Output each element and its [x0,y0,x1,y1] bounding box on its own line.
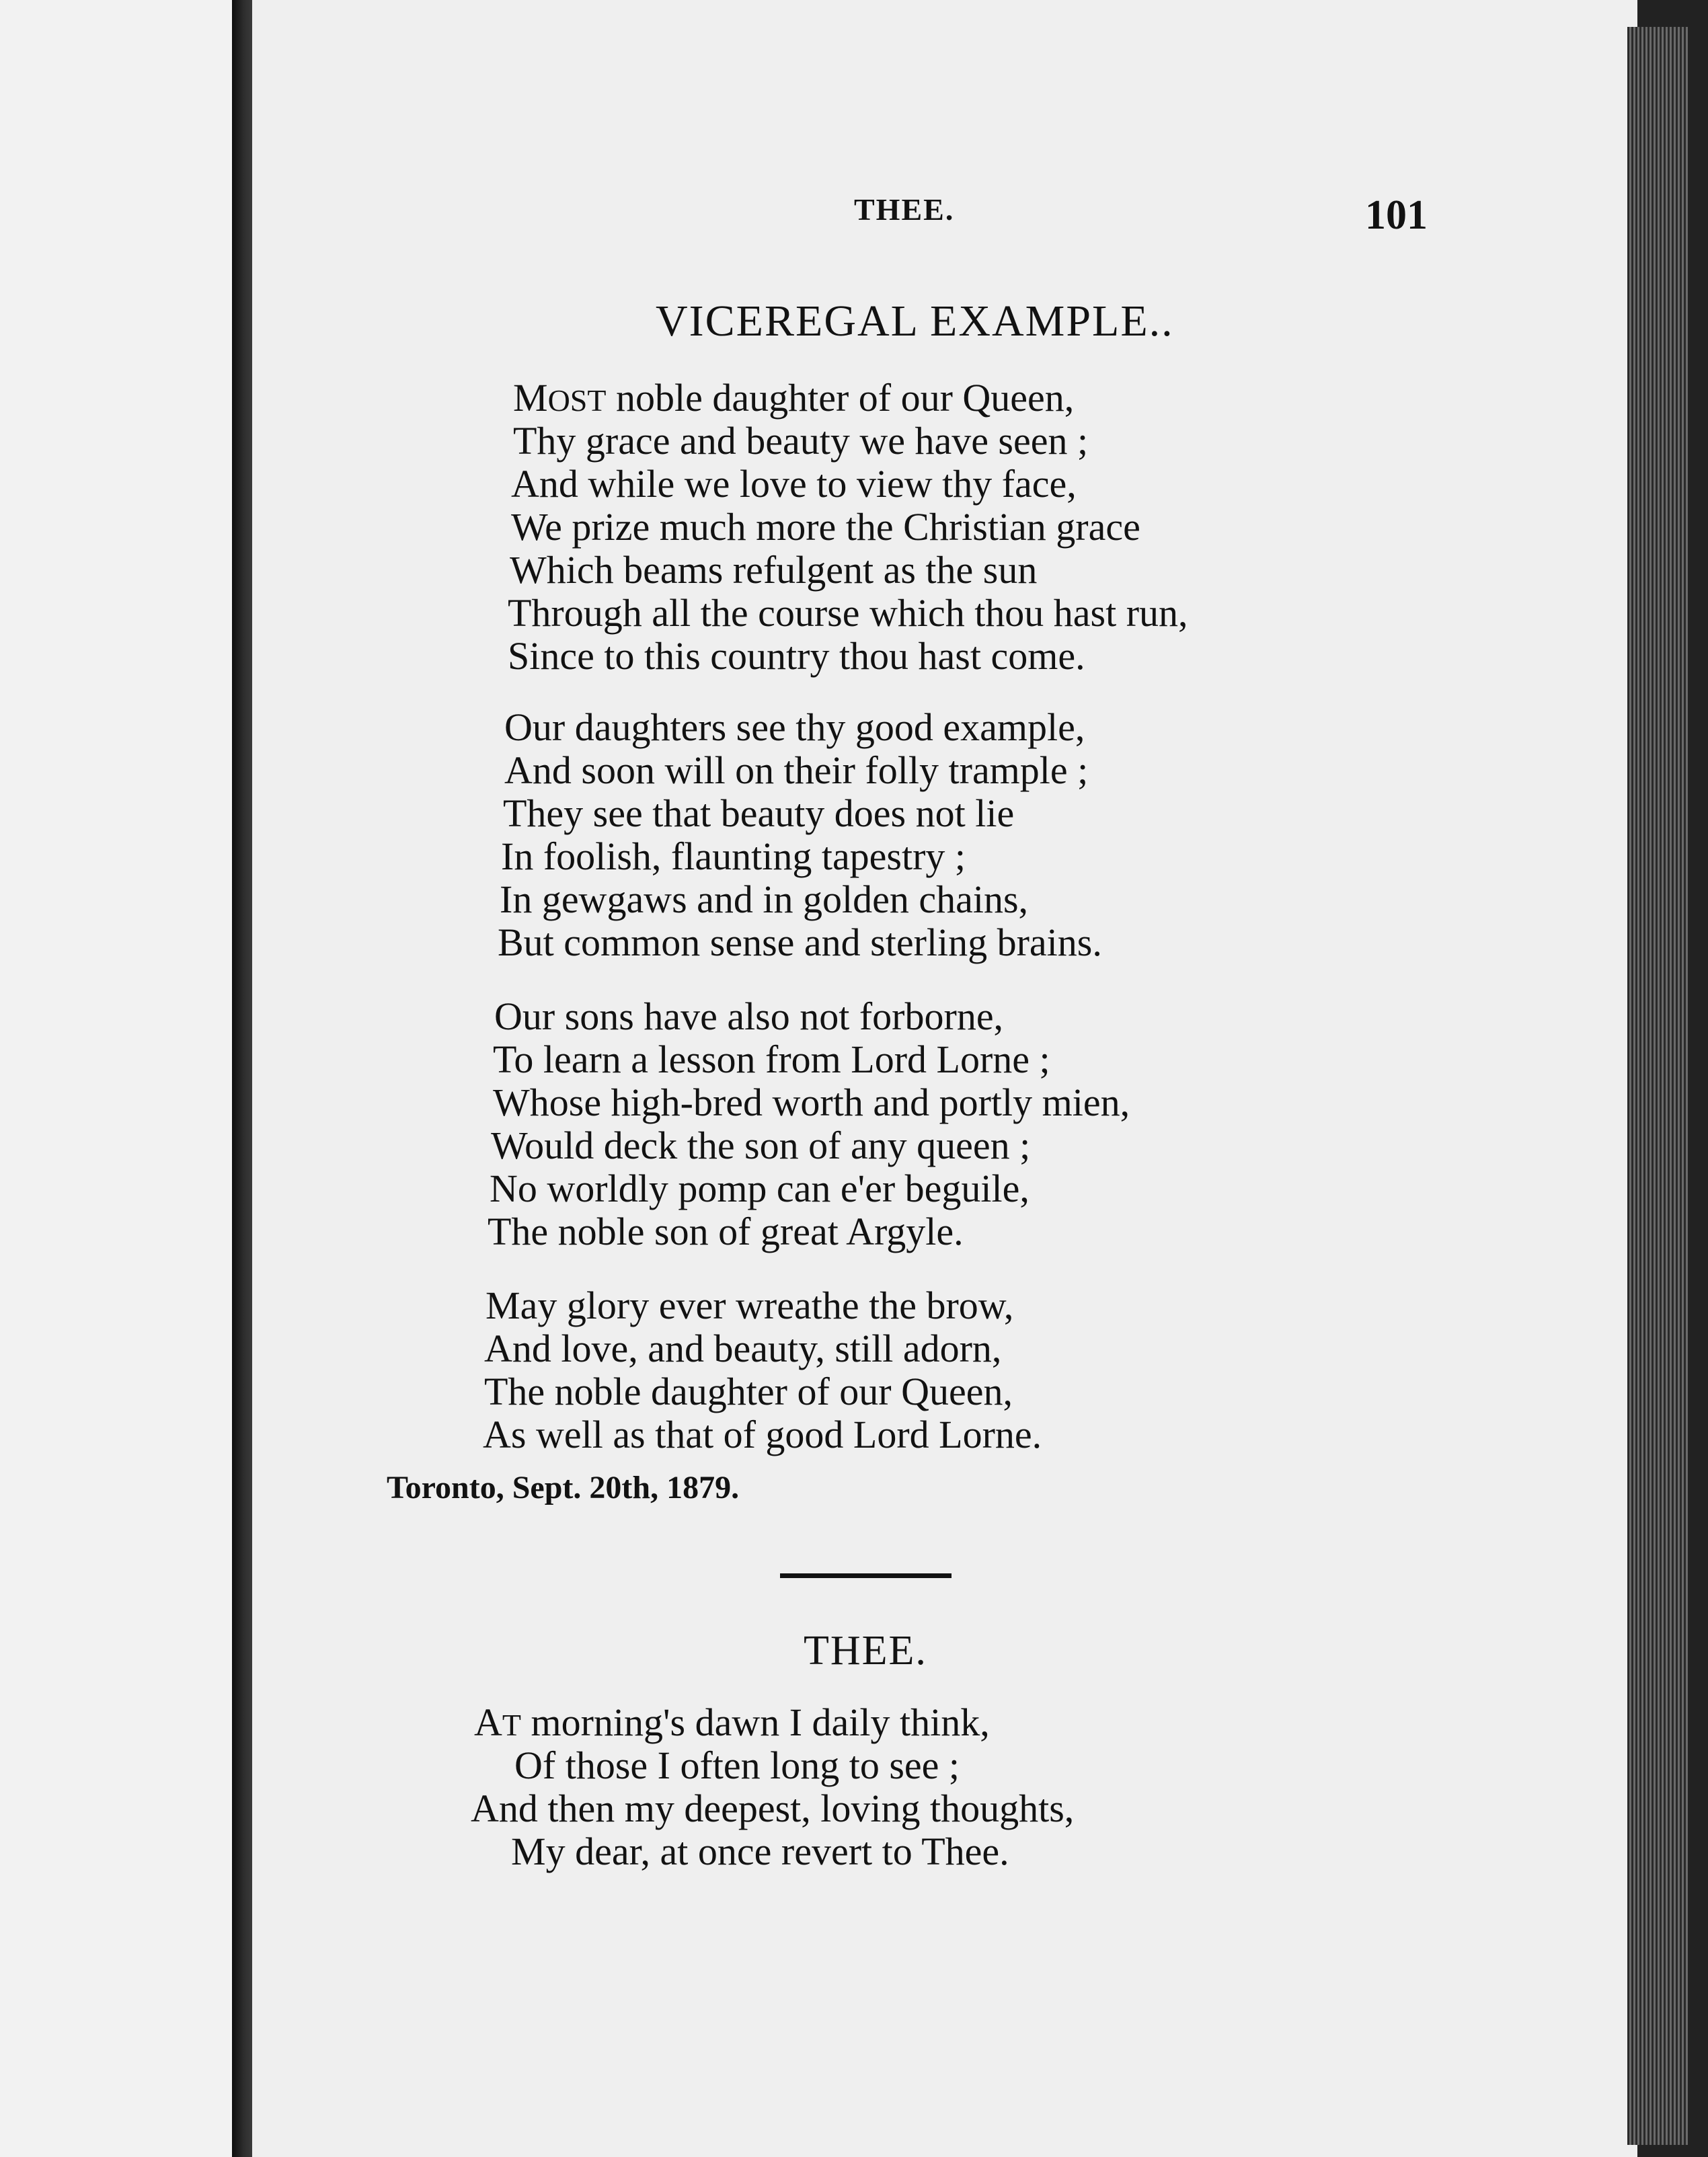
verse-line [474,1701,990,1747]
verse-line: The noble son of great Argyle. [488,1210,964,1253]
verse-line: Through all the course which thou hast run, [508,591,1188,635]
verse-line: And soon will on their folly trample ; [504,748,1089,792]
verse-line: My dear, at once revert to Thee. [511,1830,1009,1873]
verse-line: And love, and beauty, still adorn, [484,1327,1002,1370]
running-head: THEE. [854,192,955,227]
verse-line: We prize much more the Christian grace [511,505,1140,549]
verse-line-initial: AT [474,1700,521,1744]
verse-line-initial: MOST [513,376,607,420]
verse-line: And then my deepest, loving thoughts, [471,1787,1075,1830]
verse-line: The noble daughter of our Queen, [484,1370,1013,1413]
verse-line: And while we love to view thy face, [511,462,1077,506]
verse-line: No worldly pomp can e'er beguile, [490,1167,1030,1210]
verse-line-rest: noble daughter of our Queen, [606,376,1075,420]
page-number: 101 [1365,192,1428,238]
poem-title: THEE. [804,1628,927,1674]
verse-line: Of those I often long to see ; [514,1743,960,1787]
verse-line: To learn a lesson from Lord Lorne ; [493,1037,1050,1081]
verse-line: As well as that of good Lord Lorne. [483,1413,1042,1456]
verse-line: Our sons have also not forborne, [494,994,1004,1038]
verse-line [513,377,1074,422]
verse-line-rest: morning's dawn I daily think, [521,1700,990,1744]
verse-line: Which beams refulgent as the sun [510,548,1038,592]
verse-line: But common sense and sterling brains. [498,920,1102,964]
dateline: Toronto, Sept. 20th, 1879. [387,1470,740,1505]
verse-line: Since to this country thou hast come. [508,634,1085,678]
poem-title: VICEREGAL EXAMPLE.. [656,297,1174,346]
verse-line: May glory ever wreathe the brow, [486,1284,1014,1327]
verse-line: Would deck the son of any queen ; [491,1124,1031,1167]
verse-line: In foolish, flaunting tapestry ; [501,834,966,878]
verse-line: Our daughters see thy good example, [504,705,1085,749]
verse-line: They see that beauty does not lie [503,791,1015,835]
verse-line: Whose high-bred worth and portly mien, [493,1081,1130,1124]
section-divider [780,1573,952,1578]
verse-line: In gewgaws and in golden chains, [500,877,1029,921]
verse-line: Thy grace and beauty we have seen ; [513,419,1089,463]
